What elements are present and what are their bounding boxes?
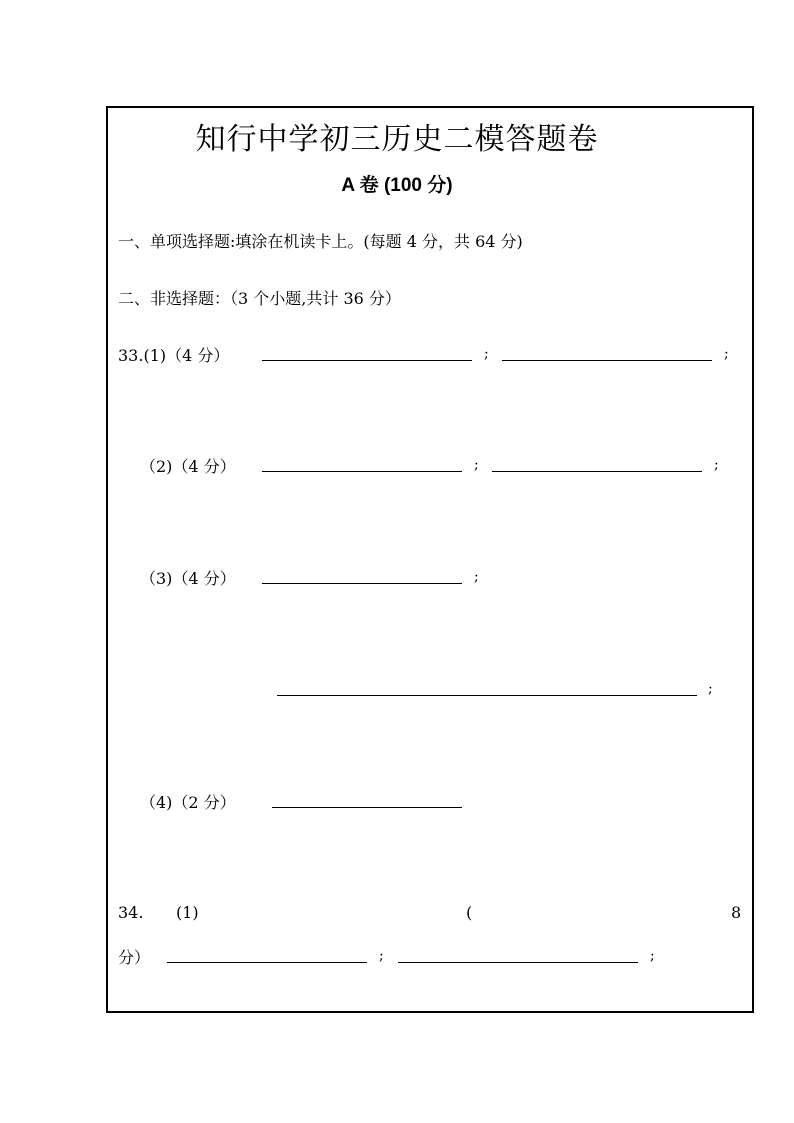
semicolon: ;	[724, 346, 729, 362]
q33-3-answer-blank-a[interactable]	[262, 583, 462, 584]
q33-3-label: （3)（4 分）	[140, 569, 236, 588]
q34-1-label: (1)	[176, 903, 199, 922]
semicolon: ;	[474, 457, 479, 473]
semicolon: ;	[708, 681, 713, 697]
q33-1-label: 33.(1)（4 分）	[118, 346, 230, 365]
q34-1-score-paren: (	[466, 903, 473, 922]
q34-1-answer-blank-a[interactable]	[167, 962, 367, 963]
q33-4-label: （4)（2 分）	[140, 793, 236, 812]
q34-number: 34.	[118, 903, 144, 922]
q33-1-answer-blank-a[interactable]	[262, 360, 472, 361]
section-two-instructions: 二、非选择题：（3 个小题,共计 36 分）	[118, 289, 401, 308]
semicolon: ;	[714, 457, 719, 473]
q33-3-answer-blank-b[interactable]	[277, 695, 697, 696]
semicolon: ;	[474, 569, 479, 585]
section-one-instructions: 一、单项选择题:填涂在机读卡上。(每题 4 分，共 64 分)	[118, 232, 523, 251]
semicolon: ;	[484, 346, 489, 362]
q33-2-answer-blank-a[interactable]	[262, 471, 462, 472]
q33-4-answer-blank[interactable]	[272, 807, 462, 808]
semicolon: ;	[379, 948, 384, 964]
q33-2-label: （2)（4 分）	[140, 457, 236, 476]
q33-1-answer-blank-b[interactable]	[502, 360, 712, 361]
q34-1-score-unit: 分）	[118, 948, 151, 967]
semicolon: ;	[650, 948, 655, 964]
q34-1-answer-blank-b[interactable]	[398, 962, 638, 963]
q34-1-score-number: 8	[731, 903, 742, 922]
page-title: 知行中学初三历史二模答题卷	[195, 122, 599, 157]
q33-2-answer-blank-b[interactable]	[492, 471, 702, 472]
page-subtitle: A 卷 (100 分)	[341, 175, 453, 196]
